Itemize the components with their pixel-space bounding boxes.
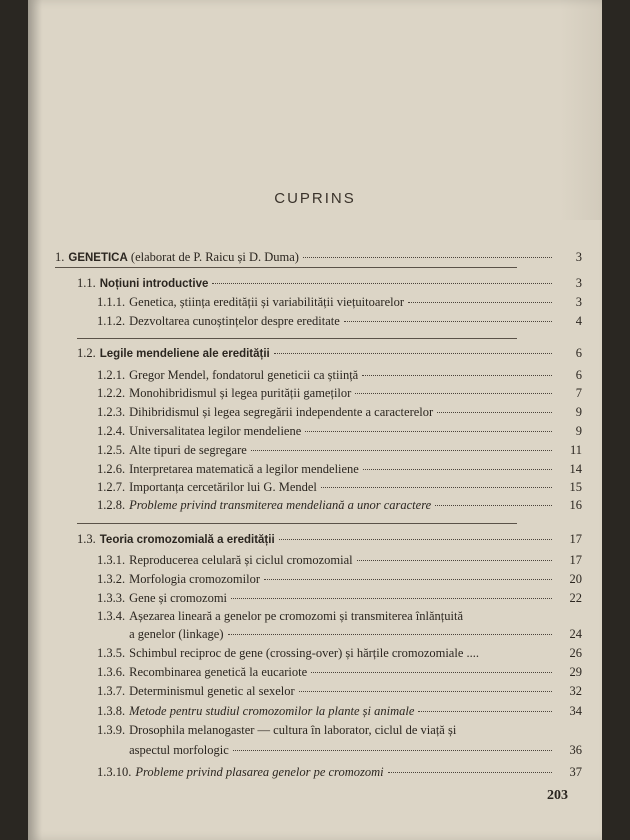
toc-subsection-1-2-6 bbox=[97, 460, 582, 478]
leader-dots bbox=[264, 578, 552, 580]
toc-page: 4 bbox=[575, 314, 582, 328]
toc-page: 17 bbox=[569, 553, 582, 567]
toc-page: 36 bbox=[569, 743, 582, 757]
leader-dots bbox=[279, 538, 552, 540]
page-number: 203 bbox=[547, 788, 568, 803]
toc-subsection-1-3-9-cont bbox=[97, 741, 582, 759]
divider-rule bbox=[55, 267, 517, 268]
toc-subsection-1-3-9 bbox=[97, 721, 582, 739]
toc-page: 15 bbox=[569, 480, 582, 494]
toc-number: 1.3.1. bbox=[97, 553, 126, 567]
toc-number: 1.3.6. bbox=[97, 665, 126, 679]
toc-number: 1.2.2. bbox=[97, 386, 126, 400]
toc-page: 37 bbox=[569, 765, 582, 779]
leader-dots bbox=[212, 282, 552, 284]
toc-title-continued: a genelor (linkage) bbox=[129, 627, 224, 641]
toc-page: 29 bbox=[569, 665, 582, 679]
toc-page: 26 bbox=[569, 646, 582, 660]
toc-page: 9 bbox=[575, 424, 582, 438]
leader-dots bbox=[228, 633, 552, 635]
toc-number: 1.2. bbox=[77, 346, 96, 360]
toc-subsection-1-2-8 bbox=[97, 496, 582, 514]
leader-dots bbox=[437, 411, 552, 413]
leader-dots bbox=[231, 597, 552, 599]
toc-title: Universalitatea legilor mendeliene bbox=[129, 424, 302, 438]
toc-page: 16 bbox=[569, 498, 582, 512]
toc-subsection-1-3-3 bbox=[97, 589, 582, 607]
toc-subsection-1-3-7 bbox=[97, 682, 582, 700]
toc-number: 1.2.6. bbox=[97, 462, 126, 476]
leader-dots bbox=[435, 504, 552, 506]
leader-dots bbox=[355, 392, 552, 394]
leader-dots bbox=[483, 653, 552, 654]
leader-dots bbox=[321, 486, 552, 488]
toc-subsection-1-3-1 bbox=[97, 551, 582, 569]
toc-page: 3 bbox=[575, 250, 582, 264]
leader-dots bbox=[311, 671, 552, 673]
toc-subsection-1-2-7 bbox=[97, 478, 582, 496]
toc-title: Probleme privind plasarea genelor pe cromozomi bbox=[135, 765, 384, 779]
toc-page: 17 bbox=[569, 532, 582, 546]
toc-subsection-1-3-10 bbox=[97, 763, 582, 781]
toc-title: Gregor Mendel, fondatorul geneticii ca știință bbox=[129, 368, 359, 382]
toc-section-1-3 bbox=[77, 530, 582, 548]
leader-dots bbox=[251, 449, 552, 451]
toc-number: 1.3.3. bbox=[97, 591, 126, 605]
toc-subsection-1-2-4 bbox=[97, 422, 582, 440]
toc-subsection-1-1-2 bbox=[97, 312, 582, 330]
toc-number: 1.3.7. bbox=[97, 684, 126, 698]
toc-title: Alte tipuri de segregare bbox=[129, 443, 247, 457]
toc-number: 1.3.9. bbox=[97, 723, 126, 737]
toc-section-1-1 bbox=[77, 274, 582, 292]
toc-subsection-1-3-5 bbox=[97, 644, 582, 662]
leader-dots bbox=[362, 374, 552, 376]
toc-page: 6 bbox=[575, 346, 582, 360]
toc-title: Legile mendeliene ale eredității bbox=[99, 348, 270, 360]
leader-dots bbox=[344, 320, 552, 322]
toc-page: 6 bbox=[575, 368, 582, 382]
toc-page: 34 bbox=[569, 704, 582, 718]
toc-number: 1.2.5. bbox=[97, 443, 126, 457]
toc-title: Drosophila melanogaster — cultura în laborator, ciclul de viață și bbox=[129, 723, 457, 737]
toc-title: Genetica, știința eredității și variabilității viețuitoarelor bbox=[129, 295, 405, 309]
leader-dots bbox=[363, 468, 552, 470]
leader-dots bbox=[388, 771, 552, 773]
toc-subsection-1-3-4 bbox=[97, 607, 582, 625]
toc-number: 1.3.4. bbox=[97, 609, 126, 623]
toc-number: 1.1.1. bbox=[97, 295, 126, 309]
toc-page: 9 bbox=[575, 405, 582, 419]
toc-subsection-1-2-2 bbox=[97, 384, 582, 402]
leader-dots bbox=[274, 352, 552, 354]
toc-number: 1.2.1. bbox=[97, 368, 126, 382]
bleed-through bbox=[560, 0, 602, 220]
toc-page: 14 bbox=[569, 462, 582, 476]
toc-title: Teoria cromozomială a eredității bbox=[99, 534, 275, 546]
toc-title-continued: aspectul morfologic bbox=[129, 743, 229, 757]
toc-subsection-1-3-2 bbox=[97, 570, 582, 588]
toc-title: Importanța cercetărilor lui G. Mendel bbox=[129, 480, 317, 494]
toc-page: 3 bbox=[575, 276, 582, 290]
toc-subsection-1-2-3 bbox=[97, 403, 582, 421]
toc-number: 1.3.2. bbox=[97, 572, 126, 586]
toc-title: Gene și cromozomi bbox=[129, 591, 228, 605]
page-title: CUPRINS bbox=[274, 190, 356, 207]
toc-number: 1.3.5. bbox=[97, 646, 126, 660]
toc-number: 1.2.4. bbox=[97, 424, 126, 438]
toc-subsection-1-2-1 bbox=[97, 366, 582, 384]
toc-subsection-1-1-1 bbox=[97, 293, 582, 311]
toc-number: 1.2.7. bbox=[97, 480, 126, 494]
leader-dots bbox=[357, 559, 552, 561]
toc-number: 1.3.8. bbox=[97, 704, 126, 718]
toc-page: 3 bbox=[575, 295, 582, 309]
toc-subsection-1-3-4-cont bbox=[97, 625, 582, 643]
toc-title: Așezarea lineară a genelor pe cromozomi și transmiterea înlănțuită bbox=[129, 609, 463, 623]
toc-page: 20 bbox=[569, 572, 582, 586]
divider-rule bbox=[77, 523, 517, 524]
chapter-credit: (elaborat de P. Raicu și D. Duma) bbox=[130, 250, 299, 264]
toc-number: 1.3. bbox=[77, 532, 96, 546]
toc-section-1-2 bbox=[77, 344, 582, 362]
toc-page: 32 bbox=[569, 684, 582, 698]
toc-number: 1. bbox=[55, 250, 65, 264]
leader-dots bbox=[233, 749, 552, 751]
toc-number: 1.1.2. bbox=[97, 314, 126, 328]
toc-page: 7 bbox=[575, 386, 582, 400]
toc-number: 1.3.10. bbox=[97, 765, 132, 779]
chapter-title: GENETICA bbox=[68, 252, 128, 264]
toc-title: Schimbul reciproc de gene (crossing-over) și hărțile cromozomiale .... bbox=[129, 646, 480, 660]
toc-title: Morfologia cromozomilor bbox=[129, 572, 260, 586]
leader-dots bbox=[408, 301, 552, 303]
toc-title: Probleme privind transmiterea mendeliană a unor caractere bbox=[129, 498, 432, 512]
toc-number: 1.1. bbox=[77, 276, 96, 290]
leader-dots bbox=[418, 710, 552, 712]
leader-dots bbox=[303, 256, 552, 258]
toc-title: Noțiuni introductive bbox=[99, 278, 209, 290]
leader-dots bbox=[305, 430, 552, 432]
toc-title: Recombinarea genetică la eucariote bbox=[129, 665, 308, 679]
toc-title: Dihibridismul și legea segregării independente a caracterelor bbox=[129, 405, 434, 419]
toc-title: Monohibridismul și legea purității gameților bbox=[129, 386, 352, 400]
book-page bbox=[28, 0, 602, 840]
toc-subsection-1-2-5 bbox=[97, 441, 582, 459]
toc-subsection-1-3-8 bbox=[97, 702, 582, 720]
divider-rule bbox=[77, 338, 517, 339]
toc-title: Reproducerea celulară și ciclul cromozomial bbox=[129, 553, 353, 567]
toc-title: Determinismul genetic al sexelor bbox=[129, 684, 295, 698]
leader-dots bbox=[299, 690, 552, 692]
toc-page: 22 bbox=[569, 591, 582, 605]
toc-page: 24 bbox=[569, 627, 582, 641]
toc-title: Interpretarea matematică a legilor mendeliene bbox=[129, 462, 359, 476]
toc-chapter-genetica bbox=[55, 248, 582, 266]
toc-page: 11 bbox=[569, 443, 582, 457]
page-gutter-shadow bbox=[28, 0, 42, 840]
toc-subsection-1-3-6 bbox=[97, 663, 582, 681]
toc-title: Metode pentru studiul cromozomilor la plante și animale bbox=[129, 704, 415, 718]
toc-number: 1.2.3. bbox=[97, 405, 126, 419]
toc-number: 1.2.8. bbox=[97, 498, 126, 512]
toc-title bbox=[68, 248, 299, 267]
toc-title: Dezvoltarea cunoștințelor despre ereditate bbox=[129, 314, 340, 328]
